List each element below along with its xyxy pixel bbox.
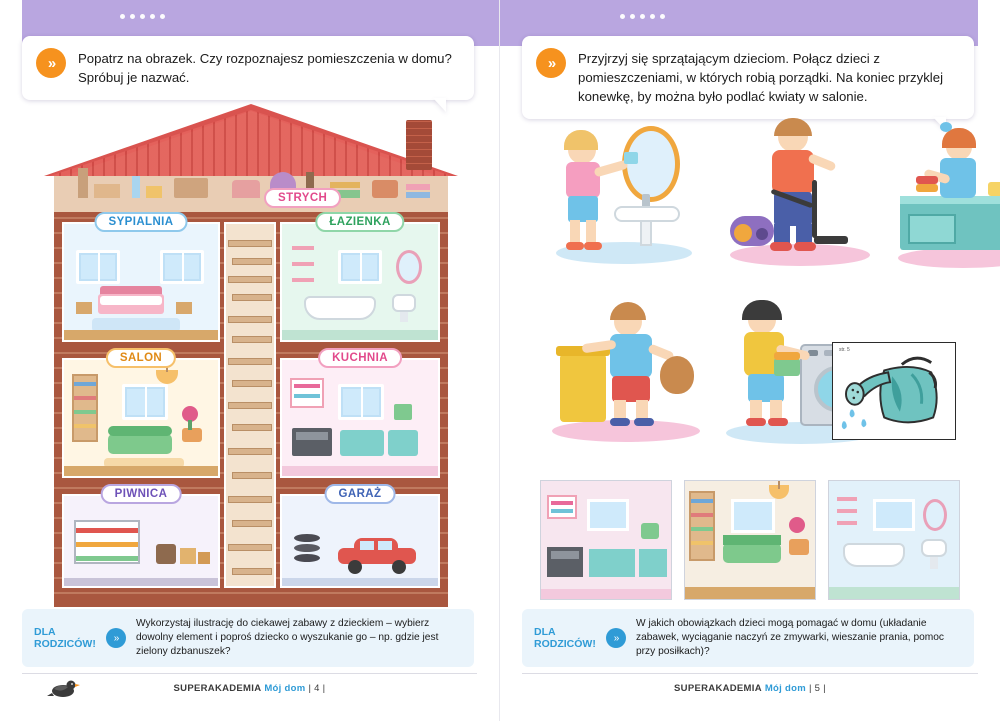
band-edge-left (0, 0, 22, 46)
plate-icon (916, 184, 938, 192)
lamp-icon (156, 370, 178, 384)
footer-divider (522, 673, 978, 674)
mirror-icon (622, 126, 680, 202)
band-dots-left (120, 14, 165, 19)
mini-room-living[interactable] (684, 480, 816, 600)
footer-page-number: | 4 | (308, 683, 326, 694)
footer-page-number: | 5 | (808, 683, 826, 694)
double-chevron-icon: » (36, 48, 66, 78)
sticker-page-ref: str. 5 (839, 347, 850, 353)
laundry-icon (774, 358, 800, 376)
footer-caption-left (0, 683, 499, 694)
room-lazienka (280, 216, 440, 342)
footer-series: Mój dom (764, 683, 806, 694)
parents-text-right: W jakich obowiązkach dzieci mogą pomagać w domu (układanie zabawek, wyciąganie naczyń ze zmywarki, wieszanie prania, pomoc przy posiłkach)? (636, 618, 945, 657)
foam-icon (912, 166, 924, 176)
hair-icon (564, 130, 598, 150)
window-icon (76, 250, 120, 284)
footer-brand: SUPER (674, 683, 709, 694)
cabinet-icon (589, 549, 635, 577)
double-chevron-icon: » (536, 48, 566, 78)
roof-and-attic (36, 112, 466, 212)
house-illustration (36, 112, 466, 607)
child-torso (610, 334, 652, 378)
child-shorts (568, 196, 598, 222)
room-label-piwnica: PIWNICA (101, 484, 182, 504)
window-icon (338, 384, 384, 420)
bathtub-icon (843, 543, 905, 567)
window-icon (587, 499, 629, 531)
sink-icon (921, 539, 947, 557)
shoe-icon (566, 242, 584, 250)
room-sypialnia (62, 216, 220, 342)
window-icon (160, 250, 204, 284)
sack-icon (156, 544, 176, 564)
room-label-kuchnia: KUCHNIA (318, 348, 402, 368)
scene-girl-cleaning-mirror-sink (550, 120, 700, 270)
room-label-lazienka: ŁAZIENKA (315, 212, 404, 232)
mini-rooms-strip (540, 480, 960, 600)
instruction-text-left: Popatrz na obrazek. Czy rozpoznajesz pomieszczenia w domu? Spróbuj je nazwać. (78, 51, 452, 85)
hair-icon (742, 300, 782, 320)
scene-girl-washing-dishes (898, 120, 1000, 270)
mini-room-bath[interactable] (828, 480, 960, 600)
footer-right (500, 673, 1000, 707)
child-shorts (612, 376, 650, 402)
attic-objects (54, 146, 448, 204)
sponge-icon (988, 182, 1000, 196)
armchair-icon (182, 428, 202, 442)
room-label-garaz: GARAŻ (325, 484, 396, 504)
window-icon (873, 499, 915, 531)
instruction-callout-left (22, 36, 474, 100)
bathtub-icon (304, 296, 376, 320)
room-label-salon: SALON (106, 348, 176, 368)
mini-room-kitchen[interactable] (540, 480, 672, 600)
hair-bow-icon (940, 122, 952, 132)
plant-icon (641, 523, 659, 539)
parents-title-right: DLA RODZICÓW! (534, 626, 596, 650)
double-chevron-icon: » (606, 628, 626, 648)
shoe-icon (770, 242, 792, 251)
parents-box-left (22, 609, 474, 667)
callout-tail (433, 98, 446, 112)
shoe-icon (746, 418, 766, 426)
watering-can-sticker-frame[interactable] (832, 342, 956, 440)
trash-bin-icon (560, 354, 606, 422)
kitchen-cabinet-icon (340, 430, 384, 456)
right-page (500, 0, 1000, 721)
shoe-icon (794, 242, 816, 251)
footer-series: Mój dom (264, 683, 306, 694)
footer-left (0, 673, 499, 707)
mirror-icon (396, 250, 422, 284)
sofa-icon (723, 543, 781, 563)
instruction-text-right: Przyjrzyj się sprzątającym dzieciom. Połącz dzieci z pomieszczeniami, w których robią porządki. Na koniec przyklej konewkę, by można było podlać kwiaty w salonie. (578, 51, 943, 104)
parents-title-left: DLA RODZICÓW! (34, 626, 96, 650)
room-kuchnia (280, 352, 440, 478)
parents-text-left: Wykorzystaj ilustrację do ciekawej zabawy z dzieckiem – wybierz dowolny element i poproś dziecko o wyszukanie go – np. gdzie jest zielony dzbanuszek? (136, 618, 439, 657)
staircase (224, 222, 276, 588)
house-body (54, 212, 448, 607)
window-icon (338, 250, 382, 284)
shoe-icon (634, 418, 654, 426)
band-dots-right (620, 14, 665, 19)
armchair-icon (789, 539, 809, 555)
watering-can-icon (833, 343, 955, 439)
faucet-icon (642, 194, 650, 206)
hair-icon (774, 118, 812, 136)
footer-caption-right (500, 683, 1000, 694)
window-icon (122, 384, 168, 420)
room-piwnica (62, 488, 220, 588)
cloth-icon (624, 152, 638, 164)
tire-icon (294, 534, 320, 542)
footer-brand2: AKADEMIA (207, 683, 262, 694)
sink-icon (392, 294, 416, 312)
shoe-icon (610, 418, 630, 426)
mirror-icon (923, 499, 947, 531)
footer-divider (22, 673, 477, 674)
band-edge-right (978, 0, 1000, 46)
plate-icon (916, 176, 938, 184)
shoe-icon (584, 242, 602, 250)
hair-icon (610, 302, 646, 320)
plant-icon (394, 404, 412, 420)
room-label-sypialnia: SYPIALNIA (95, 212, 188, 232)
wall-shelf-icon (547, 495, 577, 519)
flowers-icon (789, 517, 805, 533)
instruction-callout-right (522, 36, 974, 119)
room-salon (62, 352, 220, 478)
vacuum-nozzle (814, 236, 848, 244)
scene-boy-with-trash-bin (552, 300, 702, 445)
scene-boy-vacuuming (730, 118, 870, 268)
footer-brand2: AKADEMIA (708, 683, 762, 694)
double-chevron-icon: » (106, 628, 126, 648)
parents-box-right (522, 609, 974, 667)
sofa-icon (108, 434, 172, 454)
room-label-strych: STRYCH (264, 188, 341, 208)
child-shorts (748, 374, 784, 402)
car-icon (338, 536, 416, 566)
room-garaz (280, 488, 440, 588)
box-icon (180, 548, 196, 564)
child-torso (772, 150, 814, 194)
footer-brand: SUPER (173, 683, 208, 694)
child-torso (566, 162, 600, 198)
window-icon (731, 499, 775, 533)
shoe-icon (768, 418, 788, 426)
trash-bag-icon (660, 356, 694, 394)
